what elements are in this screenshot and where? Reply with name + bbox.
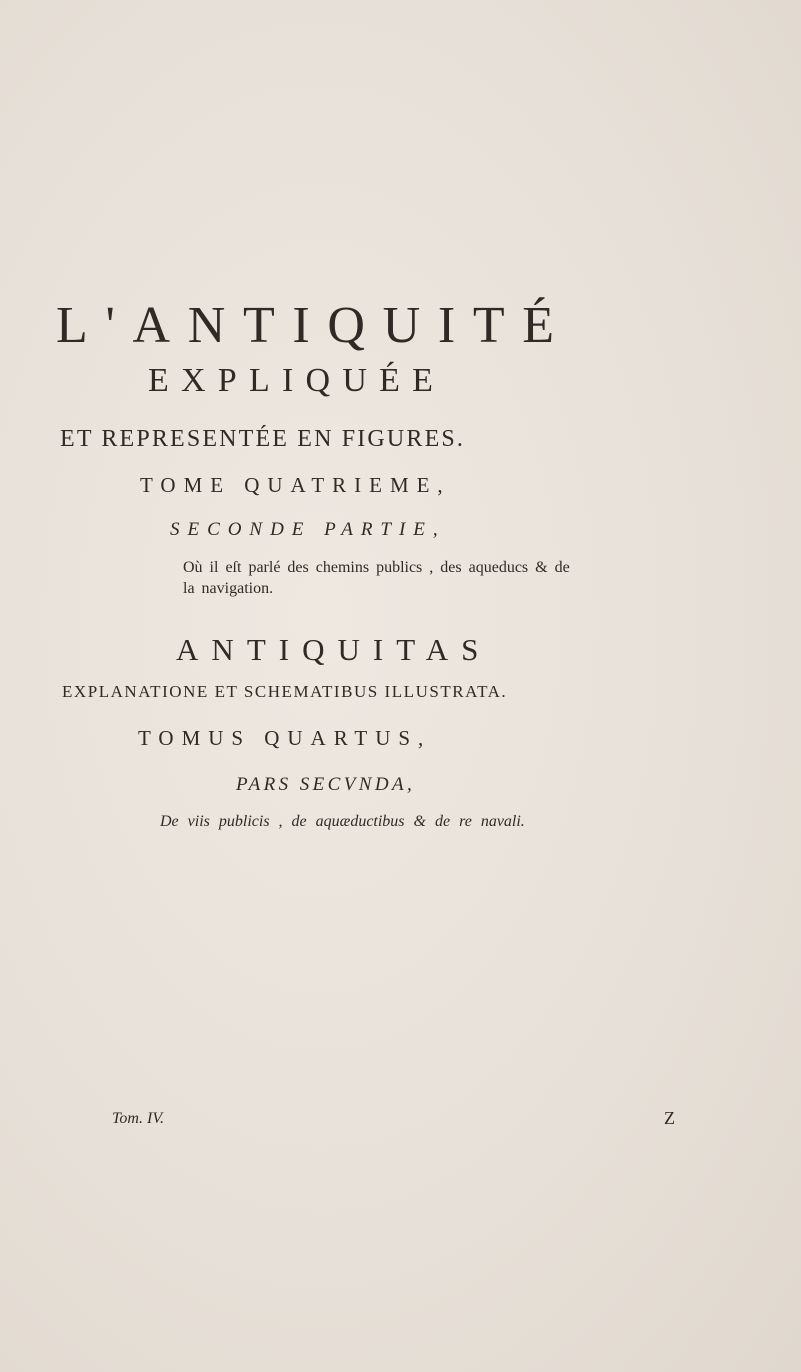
latin-description: De viis publicis , de aquæductibus & de re navali. [160,813,525,830]
title-third-line: ET REPRESENTÉE EN FIGURES. [60,426,466,452]
latin-subtitle: EXPLANATIONE ET SCHEMATIBUS ILLUSTRATA. [62,682,508,701]
french-description-line-1: Où il eſt parlé des chemins publics , des aqueducs & de [183,559,570,576]
partie-heading: SECONDE PARTIE, [170,519,446,540]
french-description [183,557,603,599]
tome-heading: TOME QUATRIEME, [140,473,451,497]
pars-heading: PARS SECVNDA, [236,774,416,795]
volume-label: Tom. IV. [112,1110,165,1127]
latin-title: ANTIQUITAS [176,632,492,667]
signature-mark: Z [664,1108,675,1128]
tomus-heading: TOMUS QUARTUS, [138,726,432,750]
subtitle: EXPLIQUÉE [148,362,446,399]
main-title: L'ANTIQUITÉ [56,297,572,354]
french-description-line-2: la navigation. [183,580,274,597]
